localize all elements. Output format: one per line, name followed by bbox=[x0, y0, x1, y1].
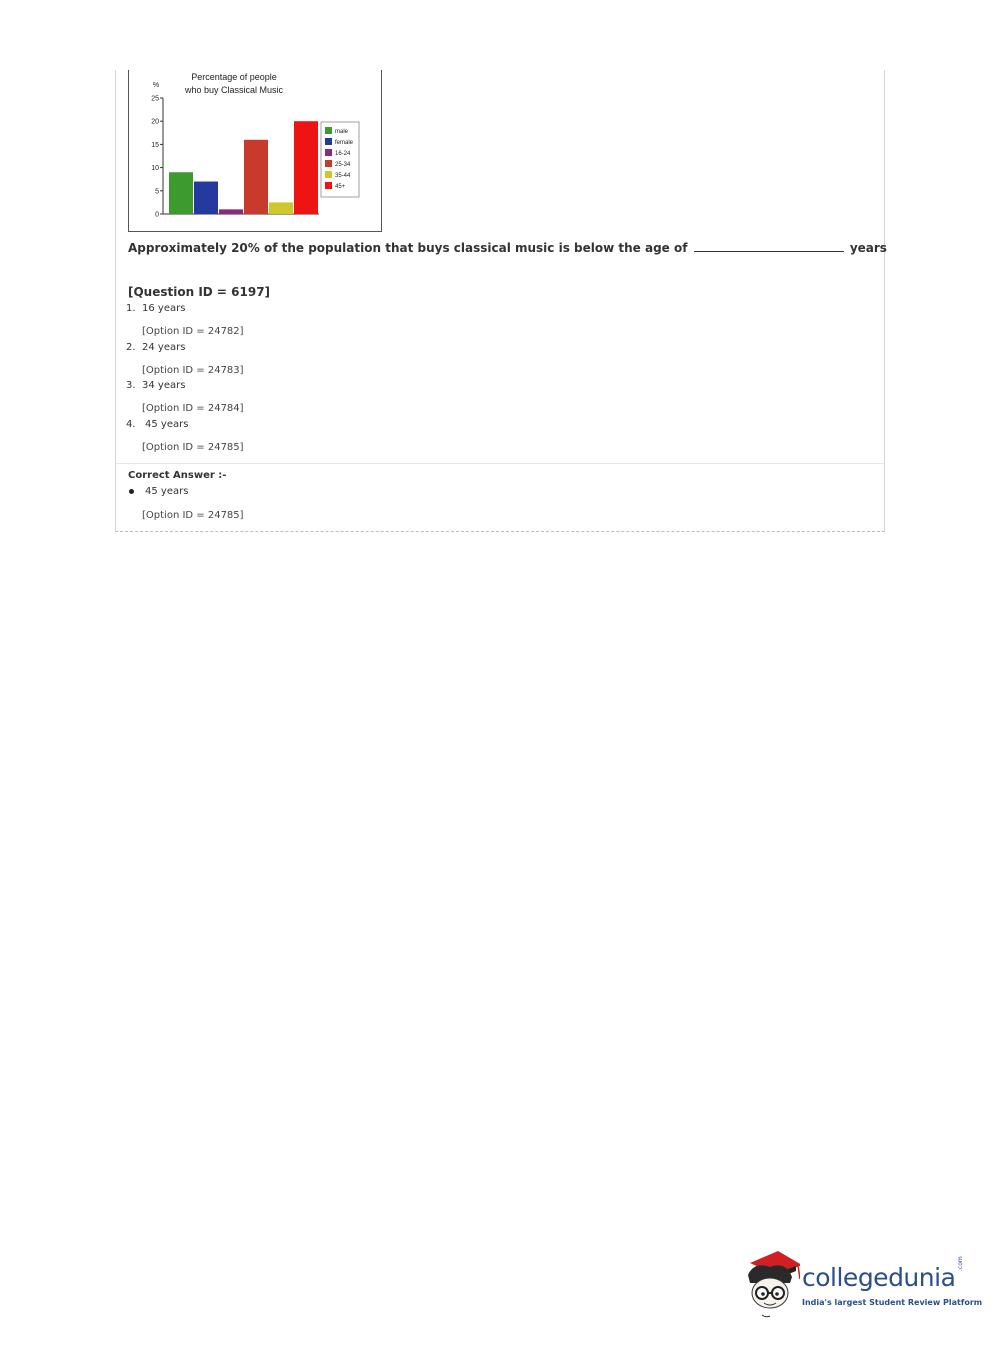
bar-chart bbox=[129, 70, 381, 231]
option-3-id: [Option ID = 24784] bbox=[142, 403, 244, 414]
option-1-text: 16 years bbox=[142, 303, 186, 314]
legend-label-16-24: 16-24 bbox=[335, 151, 351, 157]
correct-answer-label: Correct Answer :- bbox=[128, 470, 227, 481]
logo-com-suffix: .com bbox=[957, 1256, 964, 1271]
option-2-number: 2. bbox=[126, 342, 136, 353]
y-tick-label: 25 bbox=[151, 95, 159, 103]
answer-divider bbox=[116, 463, 884, 464]
correct-answer-id: [Option ID = 24785] bbox=[142, 510, 244, 521]
legend-label-male: male bbox=[335, 129, 349, 135]
option-3-number: 3. bbox=[126, 380, 136, 391]
option-2-text: 24 years bbox=[142, 342, 186, 353]
logo-tagline: India's largest Student Review Platform bbox=[802, 1298, 983, 1307]
bar-35-44 bbox=[269, 202, 293, 214]
legend-label-female: female bbox=[335, 140, 354, 146]
legend-swatch-16-24 bbox=[325, 149, 332, 156]
legend-label-25-34: 25-34 bbox=[335, 162, 351, 168]
option-4-number: 4. bbox=[126, 419, 136, 430]
answer-blank bbox=[694, 241, 844, 252]
chart-title-line-2: who buy Classical Music bbox=[184, 85, 284, 95]
y-tick-label: 5 bbox=[155, 188, 159, 196]
option-1-id: [Option ID = 24782] bbox=[142, 326, 244, 337]
question-id: [Question ID = 6197] bbox=[128, 285, 271, 299]
bar-25-34 bbox=[244, 140, 268, 214]
correct-answer-text: 45 years bbox=[145, 486, 189, 497]
y-tick-label: 20 bbox=[151, 118, 159, 126]
option-3-text: 34 years bbox=[142, 380, 186, 391]
legend-swatch-25-34 bbox=[325, 160, 332, 167]
logo-brand: collegedunia bbox=[802, 1263, 956, 1292]
legend-swatch-male bbox=[325, 127, 332, 134]
option-4-id: [Option ID = 24785] bbox=[142, 442, 244, 453]
collegedunia-logo bbox=[740, 1245, 983, 1320]
question-text bbox=[128, 241, 887, 255]
bar-45+ bbox=[294, 121, 318, 214]
chart-title-line-1: Percentage of people bbox=[191, 72, 277, 82]
question-box bbox=[115, 70, 885, 532]
legend-swatch-female bbox=[325, 138, 332, 145]
question-text-before: Approximately 20% of the population that buys classical music is below the age of bbox=[128, 241, 688, 255]
y-tick-label: 15 bbox=[151, 141, 159, 149]
chart-frame bbox=[128, 70, 382, 232]
option-4-text: 45 years bbox=[145, 419, 189, 430]
y-axis-label: % bbox=[152, 82, 160, 89]
option-1-number: 1. bbox=[126, 303, 136, 314]
y-tick-label: 0 bbox=[155, 211, 159, 219]
bar-female bbox=[194, 182, 218, 214]
y-tick-label: 10 bbox=[151, 165, 159, 173]
mascot-icon bbox=[740, 1245, 800, 1320]
question-text-after: years bbox=[849, 241, 887, 255]
legend-swatch-45+ bbox=[325, 182, 332, 189]
option-2-id: [Option ID = 24783] bbox=[142, 365, 244, 376]
legend-swatch-35-44 bbox=[325, 171, 332, 178]
legend-label-45+: 45+ bbox=[335, 184, 346, 190]
bar-male bbox=[169, 172, 193, 214]
bullet-icon bbox=[129, 489, 134, 494]
legend-label-35-44: 35-44 bbox=[335, 173, 351, 179]
bar-16-24 bbox=[219, 209, 243, 214]
